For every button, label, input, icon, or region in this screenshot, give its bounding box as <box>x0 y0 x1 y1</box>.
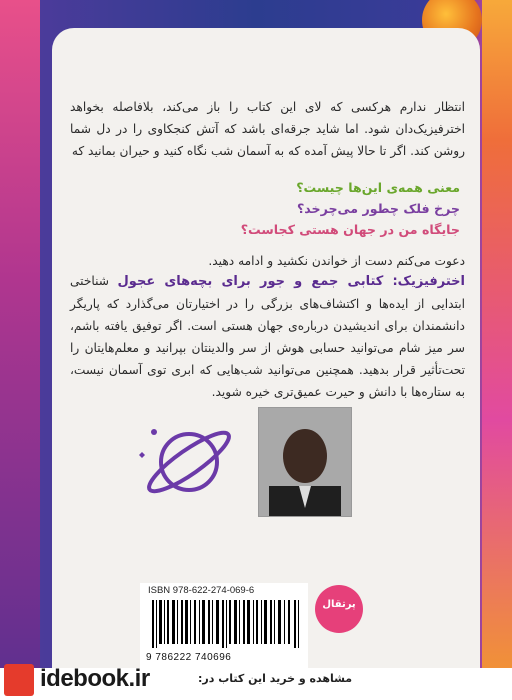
publisher-logo-text: پرتقال <box>322 599 356 610</box>
barcode-number: 9 786222 740696 <box>146 652 232 663</box>
ribbon-caption: مشاهده و خرید این کتاب در: <box>198 672 353 685</box>
isbn-text: ISBN 978-622-274-069-6 <box>148 585 255 596</box>
question-3: جایگاه من در جهان هستی کجاست؟ <box>240 222 460 237</box>
book-title-highlight: اخترفیزیک: کتابی جمع و جور برای بچه‌های عجول <box>117 274 466 289</box>
left-gradient-stripe <box>0 0 40 700</box>
invite-line: دعوت می‌کنم دست از خواندن نکشید و ادامه دهید. <box>208 254 465 268</box>
author-photo <box>258 407 352 517</box>
right-gradient-stripe <box>482 0 512 700</box>
main-paragraph <box>70 270 465 403</box>
saturn-icon <box>134 412 234 512</box>
main-paragraph-body: شناختی ابتدایی از ایده‌ها و اکتشاف‌های بزرگی را در اختیارتان می‌گذارد که پاریگر دانشمندان برای اندیشیدن درباره‌ی جهان هستی است. اگر توفیق یافته باشم، سر میز شام می‌توانید حسابی هوش از سر والدینتان بپرانید و معلم‌هایتان را تحت‌تأثیر قرار بدهید. همچنین می‌توانید شب‌هایی که ابری توی آسمان نیست، به ستاره‌ها با دانش و حیرت عمیق‌تری خیره شوید. <box>70 274 465 399</box>
question-1: معنی همه‌ی این‌ها چیست؟ <box>296 180 460 195</box>
publisher-logo <box>315 585 363 633</box>
barcode-icon <box>150 600 302 648</box>
site-logo[interactable]: idebook.ir <box>40 665 150 692</box>
intro-paragraph: انتظار ندارم هرکسی که لای این کتاب را باز می‌کند، بلافاصله بخواهد اخترفیزیک‌دان شود. اما شاید جرقه‌ای باشد که آتش کنجکاوی را در دل شما روشن کند. اگر تا حالا پیش آمده که به آسمان شب نگاه کنید و حیران بمانید که <box>70 100 465 158</box>
book-icon <box>4 664 34 696</box>
question-2: چرخ فلک چطور می‌چرخد؟ <box>296 201 460 216</box>
